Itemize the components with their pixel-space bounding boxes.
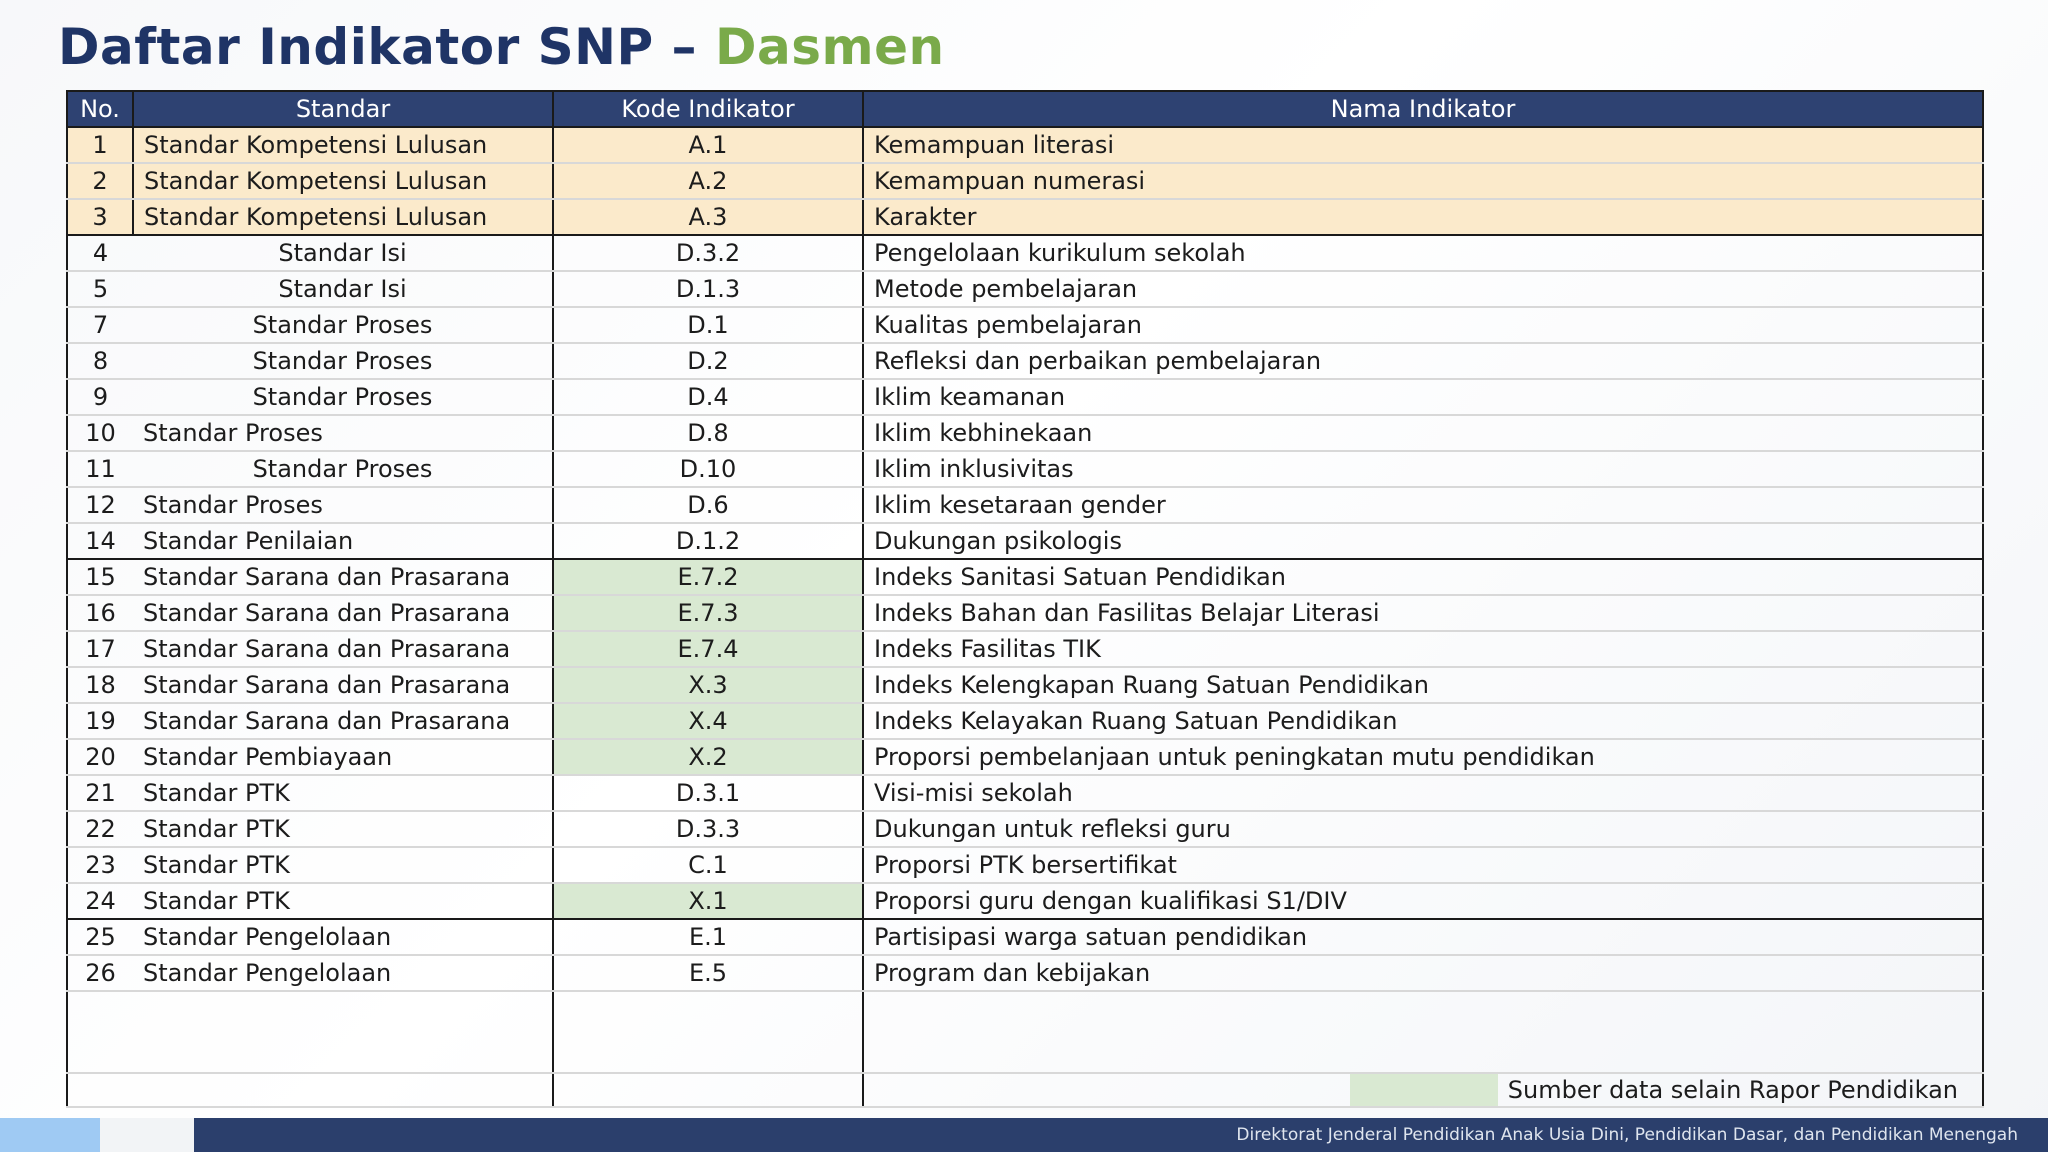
cell-empty [553, 991, 863, 1073]
table-row [67, 703, 1983, 739]
table-header-row [67, 91, 1983, 127]
header-nama: Nama Indikator [863, 91, 1983, 127]
footer-text: Direktorat Jenderal Pendidikan Anak Usia Dini, Pendidikan Dasar, dan Pendidikan Menengah [1236, 1125, 2018, 1145]
table-row [67, 775, 1983, 811]
cell-nama: Kualitas pembelajaran [863, 307, 1983, 343]
cell-nama: Pengelolaan kurikulum sekolah [863, 235, 1983, 271]
cell-nama: Indeks Fasilitas TIK [863, 631, 1983, 667]
cell-no: 22 [67, 811, 133, 847]
cell-nama: Partisipasi warga satuan pendidikan [863, 919, 1983, 955]
cell-standar: Standar Penilaian [133, 523, 553, 559]
cell-standar: Standar Proses [133, 415, 553, 451]
header-no: No. [67, 91, 133, 127]
cell-nama: Dukungan untuk refleksi guru [863, 811, 1983, 847]
footer-light-block [100, 1118, 194, 1152]
cell-nama: Indeks Bahan dan Fasilitas Belajar Literasi [863, 595, 1983, 631]
cell-kode: D.1 [553, 307, 863, 343]
cell-no: 19 [67, 703, 133, 739]
cell-nama: Refleksi dan perbaikan pembelajaran [863, 343, 1983, 379]
table-row [67, 343, 1983, 379]
legend-swatch [1350, 1074, 1498, 1106]
cell-kode: A.2 [553, 163, 863, 199]
cell-nama: Metode pembelajaran [863, 271, 1983, 307]
cell-no: 18 [67, 667, 133, 703]
cell-nama: Indeks Kelayakan Ruang Satuan Pendidikan [863, 703, 1983, 739]
cell-no: 2 [67, 163, 133, 199]
page-title [58, 18, 945, 76]
cell-no: 10 [67, 415, 133, 451]
cell-kode: E.1 [553, 919, 863, 955]
cell-standar: Standar Proses [133, 487, 553, 523]
cell-standar: Standar Kompetensi Lulusan [133, 199, 553, 235]
table-row [67, 235, 1983, 271]
table-row [67, 487, 1983, 523]
cell-no: 21 [67, 775, 133, 811]
title-accent: Dasmen [714, 18, 945, 76]
table-row [67, 523, 1983, 559]
cell-nama: Program dan kebijakan [863, 955, 1983, 991]
cell-standar: Standar Isi [133, 271, 553, 307]
cell-no: 8 [67, 343, 133, 379]
cell-empty [133, 991, 553, 1073]
cell-standar: Standar Pembiayaan [133, 739, 553, 775]
cell-kode: E.7.3 [553, 595, 863, 631]
footer-bar [0, 1118, 2048, 1152]
cell-kode: D.8 [553, 415, 863, 451]
cell-nama: Iklim inklusivitas [863, 451, 1983, 487]
cell-nama: Indeks Sanitasi Satuan Pendidikan [863, 559, 1983, 595]
cell-kode: D.1.3 [553, 271, 863, 307]
cell-no: 24 [67, 883, 133, 919]
cell-standar: Standar Proses [133, 451, 553, 487]
table-row [67, 883, 1983, 919]
cell-empty [133, 1073, 553, 1107]
cell-no: 14 [67, 523, 133, 559]
cell-kode: D.10 [553, 451, 863, 487]
cell-kode: D.4 [553, 379, 863, 415]
table-row [67, 595, 1983, 631]
cell-kode: A.3 [553, 199, 863, 235]
cell-no: 26 [67, 955, 133, 991]
cell-standar: Standar Sarana dan Prasarana [133, 595, 553, 631]
cell-empty [553, 1073, 863, 1107]
cell-standar: Standar Pengelolaan [133, 955, 553, 991]
table-row [67, 955, 1983, 991]
cell-standar: Standar Sarana dan Prasarana [133, 631, 553, 667]
indicator-table [66, 90, 1984, 1108]
cell-nama: Kemampuan numerasi [863, 163, 1983, 199]
cell-standar: Standar PTK [133, 847, 553, 883]
cell-nama: Proporsi pembelanjaan untuk peningkatan mutu pendidikan [863, 739, 1983, 775]
table-row [67, 379, 1983, 415]
table-row [67, 919, 1983, 955]
table-row [67, 163, 1983, 199]
cell-empty [67, 1073, 133, 1107]
cell-nama: Iklim kesetaraan gender [863, 487, 1983, 523]
cell-standar: Standar Isi [133, 235, 553, 271]
table-row [67, 199, 1983, 235]
cell-kode: D.3.2 [553, 235, 863, 271]
cell-kode: X.4 [553, 703, 863, 739]
cell-standar: Standar PTK [133, 811, 553, 847]
table-row [67, 631, 1983, 667]
cell-nama: Kemampuan literasi [863, 127, 1983, 163]
footer-accent-block [0, 1118, 100, 1152]
cell-kode: D.6 [553, 487, 863, 523]
cell-kode: A.1 [553, 127, 863, 163]
cell-no: 25 [67, 919, 133, 955]
table-row [67, 667, 1983, 703]
table-row [67, 847, 1983, 883]
cell-no: 15 [67, 559, 133, 595]
cell-standar: Standar PTK [133, 883, 553, 919]
cell-kode: E.5 [553, 955, 863, 991]
cell-kode: D.1.2 [553, 523, 863, 559]
cell-no: 3 [67, 199, 133, 235]
cell-kode: D.3.3 [553, 811, 863, 847]
table-row [67, 559, 1983, 595]
cell-no: 23 [67, 847, 133, 883]
cell-standar: Standar Proses [133, 307, 553, 343]
cell-standar: Standar Kompetensi Lulusan [133, 163, 553, 199]
cell-nama: Karakter [863, 199, 1983, 235]
legend-cell [863, 1073, 1983, 1107]
cell-no: 11 [67, 451, 133, 487]
cell-standar: Standar Sarana dan Prasarana [133, 703, 553, 739]
cell-no: 16 [67, 595, 133, 631]
cell-nama: Iklim keamanan [863, 379, 1983, 415]
cell-kode: D.2 [553, 343, 863, 379]
cell-standar: Standar Sarana dan Prasarana [133, 667, 553, 703]
table-row [67, 415, 1983, 451]
header-kode: Kode Indikator [553, 91, 863, 127]
cell-kode: C.1 [553, 847, 863, 883]
cell-kode: X.2 [553, 739, 863, 775]
cell-nama: Visi-misi sekolah [863, 775, 1983, 811]
table-row [67, 451, 1983, 487]
table-row [67, 127, 1983, 163]
legend-text: Sumber data selain Rapor Pendidikan [1507, 1076, 1958, 1104]
cell-standar: Standar Proses [133, 343, 553, 379]
cell-kode: E.7.4 [553, 631, 863, 667]
cell-no: 1 [67, 127, 133, 163]
cell-no: 4 [67, 235, 133, 271]
title-main: Daftar Indikator SNP – [58, 18, 715, 76]
table-row [67, 307, 1983, 343]
cell-standar: Standar Proses [133, 379, 553, 415]
cell-empty [863, 991, 1983, 1073]
cell-nama: Proporsi guru dengan kualifikasi S1/DIV [863, 883, 1983, 919]
cell-no: 5 [67, 271, 133, 307]
cell-standar: Standar Sarana dan Prasarana [133, 559, 553, 595]
cell-kode: X.1 [553, 883, 863, 919]
cell-nama: Dukungan psikologis [863, 523, 1983, 559]
legend-row [67, 1073, 1983, 1107]
cell-kode: X.3 [553, 667, 863, 703]
footer-main-block [194, 1118, 2048, 1152]
cell-no: 7 [67, 307, 133, 343]
cell-no: 9 [67, 379, 133, 415]
cell-standar: Standar Kompetensi Lulusan [133, 127, 553, 163]
cell-nama: Iklim kebhinekaan [863, 415, 1983, 451]
cell-no: 12 [67, 487, 133, 523]
cell-standar: Standar Pengelolaan [133, 919, 553, 955]
table-row [67, 811, 1983, 847]
table-row-empty [67, 991, 1983, 1073]
cell-no: 17 [67, 631, 133, 667]
cell-no: 20 [67, 739, 133, 775]
table-row [67, 739, 1983, 775]
cell-standar: Standar PTK [133, 775, 553, 811]
table-row [67, 271, 1983, 307]
header-standar: Standar [133, 91, 553, 127]
cell-kode: E.7.2 [553, 559, 863, 595]
cell-empty [67, 991, 133, 1073]
cell-nama: Proporsi PTK bersertifikat [863, 847, 1983, 883]
cell-nama: Indeks Kelengkapan Ruang Satuan Pendidikan [863, 667, 1983, 703]
cell-kode: D.3.1 [553, 775, 863, 811]
